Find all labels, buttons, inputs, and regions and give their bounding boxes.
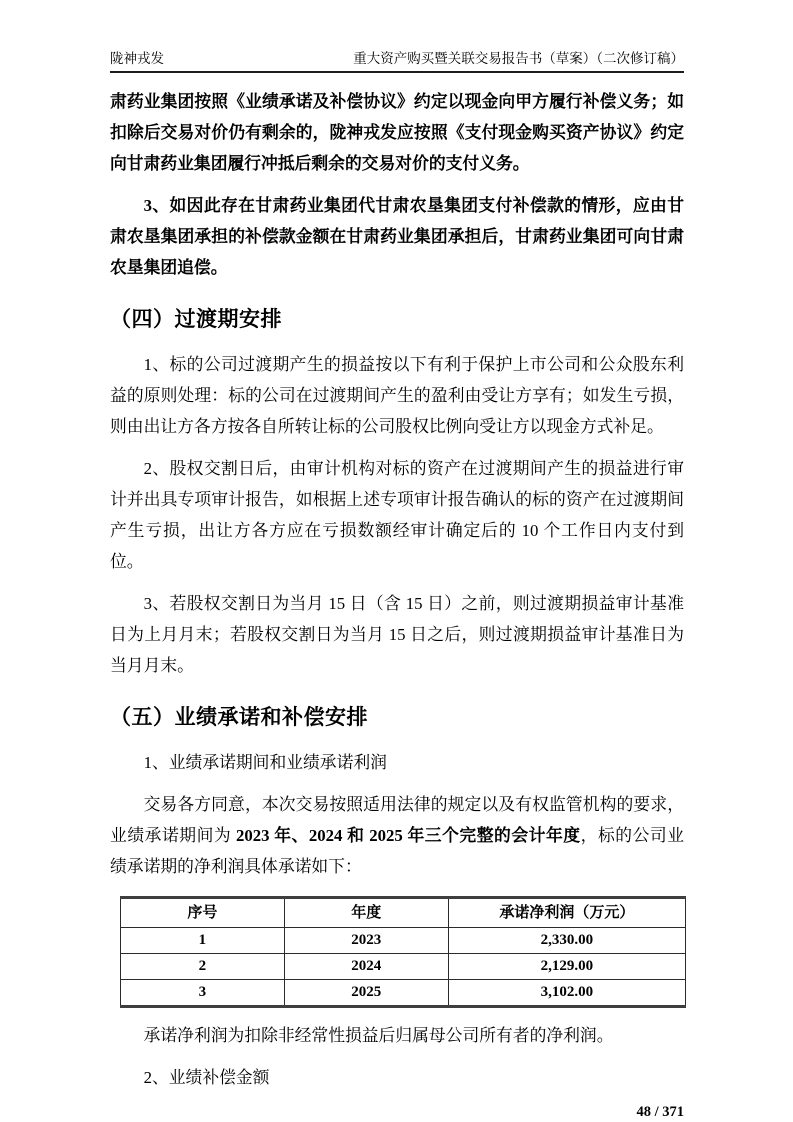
table-header-row <box>121 898 686 928</box>
compensation-amount-subheading: 2、业绩补偿金额 <box>143 1068 270 1087</box>
table-row <box>121 980 686 1007</box>
table-cell-year: 2025 <box>284 980 448 1007</box>
table-cell-seq: 2 <box>121 954 285 980</box>
promised-net-profit-table <box>120 896 686 1008</box>
continuation-paragraph: 肃药业集团按照《业绩承诺及补偿协议》约定以现金向甲方履行补偿义务；如扣除后交易对价仍有剩余的，陇神戎发应按照《支付现金购买资产协议》约定向甘肃药业集团履行冲抵后剩余的交易对价的支付义务。 <box>110 92 684 173</box>
compensation-claim-paragraph: 3、如因此存在甘肃药业集团代甘肃农垦集团支付补偿款的情形，应由甘肃农垦集团承担的补偿款金额在甘肃药业集团承担后，甘肃药业集团可向甘肃农垦集团追偿。 <box>110 196 684 277</box>
table-header-year: 年度 <box>284 898 448 928</box>
table-cell-year: 2023 <box>284 928 448 954</box>
section-heading-transition-period: （四）过渡期安排 <box>110 308 282 331</box>
company-name: 陇神戎发 <box>110 51 164 66</box>
table-row <box>121 954 686 980</box>
table-header-profit: 承诺净利润（万元） <box>448 898 685 928</box>
page-number: 48 / 371 <box>636 1104 684 1120</box>
commitment-period-subheading: 1、业绩承诺期间和业绩承诺利润 <box>143 753 387 772</box>
document-title: 重大资产购买暨关联交易报告书（草案）（二次修订稿） <box>353 51 684 66</box>
table-cell-seq: 1 <box>121 928 285 954</box>
net-profit-definition-paragraph: 承诺净利润为扣除非经常性损益后归属母公司所有者的净利润。 <box>143 1026 614 1045</box>
section-heading-performance-commitment: （五）业绩承诺和补偿安排 <box>110 706 368 729</box>
transition-item-1-paragraph: 1、标的公司过渡期产生的损益按以下有利于保护上市公司和公众股东利益的原则处理：标的公司在过渡期间产生的盈利由受让方享有；如发生亏损，则由出让方各方按各自所转让标的公司股权比例向受让方以现金方式补足。 <box>110 355 684 436</box>
transition-item-2-paragraph: 2、股权交割日后，由审计机构对标的资产在过渡期间产生的损益进行审计并出具专项审计报告，如根据上述专项审计报告确认的标的资产在过渡期间产生亏损，出让方各方应在亏损数额经审计确定后的 10 个工作日内支付到位。 <box>110 459 684 571</box>
page-header <box>110 50 684 73</box>
table-cell-year: 2024 <box>284 954 448 980</box>
table-cell-profit: 2,330.00 <box>448 928 685 954</box>
table-row <box>121 928 686 954</box>
commitment-period-paragraph <box>110 789 684 882</box>
table-header-seq: 序号 <box>121 898 285 928</box>
table-cell-seq: 3 <box>121 980 285 1007</box>
commitment-text-post: ，标的公司业绩承诺期的净利润具体承诺如下： <box>110 826 684 876</box>
commitment-years-bold: 2023 年、2024 和 2025 年三个完整的会计年度 <box>235 826 581 845</box>
commitment-text-pre: 交易各方同意，本次交易按照适用法律的规定以及有权监管机构的要求，业绩承诺期间为 <box>110 795 684 845</box>
table-cell-profit: 2,129.00 <box>448 954 685 980</box>
table-cell-profit: 3,102.00 <box>448 980 685 1007</box>
transition-item-3-paragraph: 3、若股权交割日为当月 15 日（含 15 日）之前，则过渡期损益审计基准日为上月月末；若股权交割日为当月 15 日之后，则过渡期损益审计基准日为当月月末。 <box>110 594 684 675</box>
